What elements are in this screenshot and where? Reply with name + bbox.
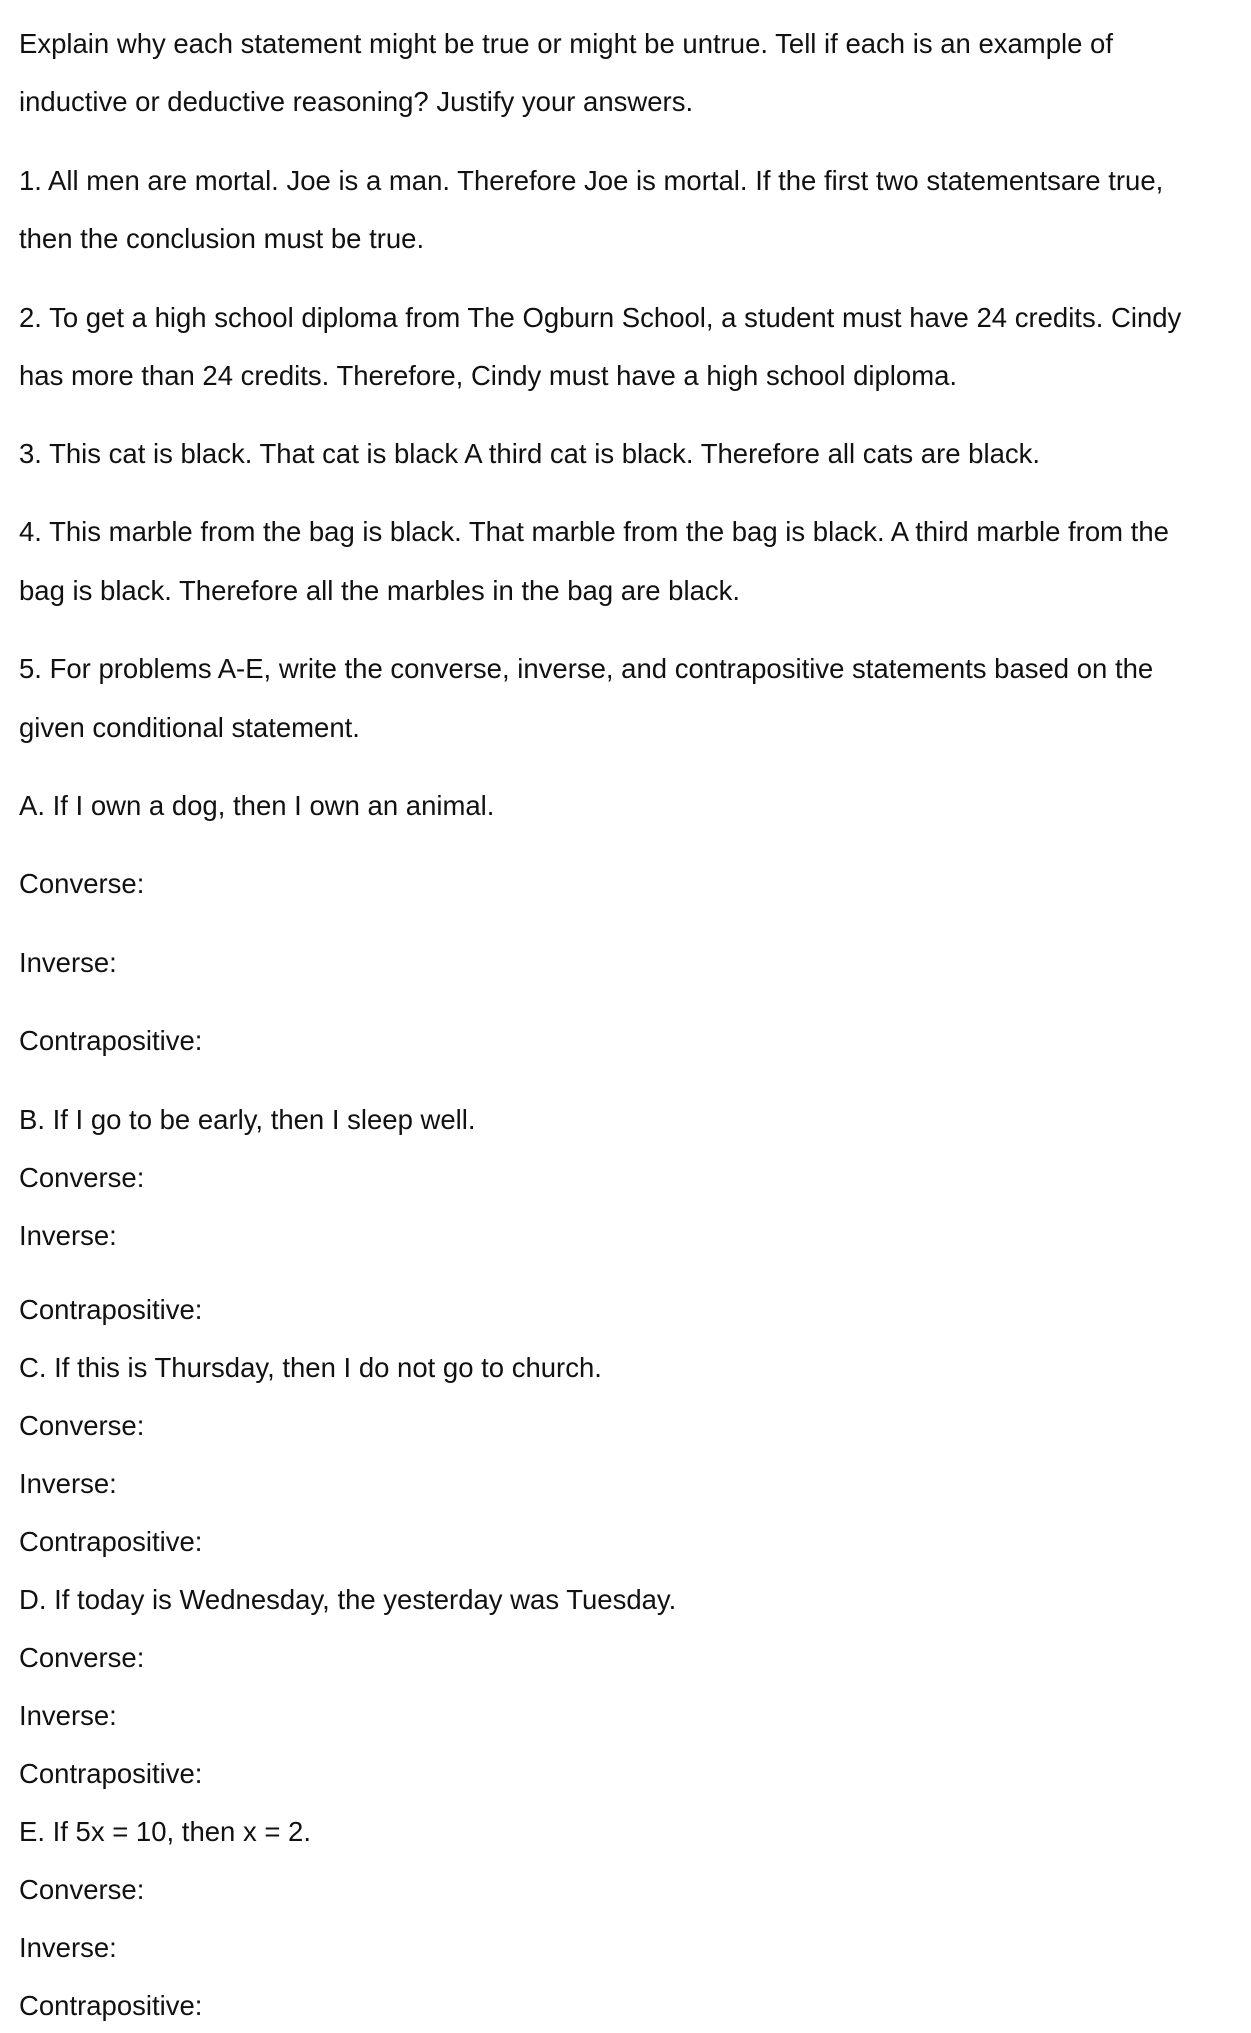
instructions-line-1: Explain why each statement might be true or might be untrue. Tell if each is an example of: [19, 28, 1113, 59]
problem-a-inverse-label: Inverse:: [19, 947, 117, 978]
problem-e-converse-label: Converse:: [19, 1874, 145, 1905]
question-1-line-1: 1. All men are mortal. Joe is a man. Therefore Joe is mortal. If the first two statementsare true,: [19, 165, 1164, 196]
question-2-line-2: has more than 24 credits. Therefore, Cindy must have a high school diploma.: [19, 360, 958, 391]
question-5-line-2: given conditional statement.: [19, 712, 360, 743]
question-4-line-2: bag is black. Therefore all the marbles in the bag are black.: [19, 575, 741, 606]
question-2-line-1: 2. To get a high school diploma from The Ogburn School, a student must have 24 credits. Cindy: [19, 302, 1182, 333]
problem-c-converse-label: Converse:: [19, 1410, 145, 1441]
problem-e-contrapositive-label: Contrapositive:: [19, 1990, 203, 2021]
problem-a-converse-label: Converse:: [19, 868, 145, 899]
problem-d-contrapositive-label: Contrapositive:: [19, 1758, 203, 1789]
question-5-line-1: 5. For problems A-E, write the converse, inverse, and contrapositive statements based on the: [19, 653, 1154, 684]
problem-e-inverse-label: Inverse:: [19, 1932, 117, 1963]
problem-a-contrapositive-label: Contrapositive:: [19, 1025, 203, 1056]
question-1-line-2: then the conclusion must be true.: [19, 223, 425, 254]
problem-d-inverse-label: Inverse:: [19, 1700, 117, 1731]
problem-c-contrapositive-label: Contrapositive:: [19, 1526, 203, 1557]
question-4-line-1: 4. This marble from the bag is black. That marble from the bag is black. A third marble from the: [19, 516, 1169, 547]
problem-e-statement: E. If 5x = 10, then x = 2.: [19, 1816, 311, 1847]
question-3-line-1: 3. This cat is black. That cat is black A third cat is black. Therefore all cats are black.: [19, 438, 1041, 469]
problem-a-statement: A. If I own a dog, then I own an animal.: [19, 790, 495, 821]
problem-b-statement: B. If I go to be early, then I sleep well.: [19, 1104, 476, 1135]
problem-b-inverse-label: Inverse:: [19, 1220, 117, 1251]
problem-d-statement: D. If today is Wednesday, the yesterday was Tuesday.: [19, 1584, 677, 1615]
problem-b-contrapositive-label: Contrapositive:: [19, 1294, 203, 1325]
problem-c-inverse-label: Inverse:: [19, 1468, 117, 1499]
problem-c-statement: C. If this is Thursday, then I do not go to church.: [19, 1352, 602, 1383]
problem-d-converse-label: Converse:: [19, 1642, 145, 1673]
instructions-line-2: inductive or deductive reasoning? Justify your answers.: [19, 86, 694, 117]
problem-b-converse-label: Converse:: [19, 1162, 145, 1193]
